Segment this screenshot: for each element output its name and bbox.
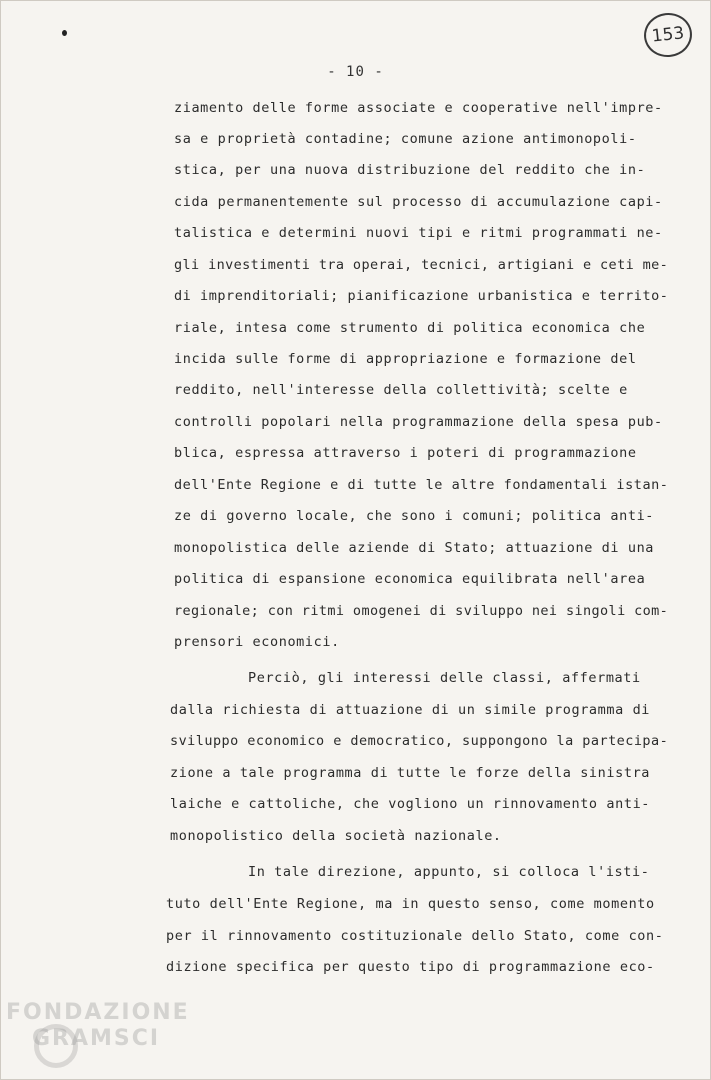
archive-watermark xyxy=(6,1000,206,1052)
text-line: di imprenditoriali; pianificazione urbanistica e territo- xyxy=(174,288,669,304)
text-line: dell'Ente Regione e di tutte le altre fondamentali istan- xyxy=(174,477,669,493)
text-line: riale, intesa come strumento di politica economica che xyxy=(174,320,646,336)
text-line: cida permanentemente sul processo di accumulazione capi- xyxy=(174,194,663,210)
page-number: - 10 - xyxy=(327,64,384,80)
text-line: Perciò, gli interessi delle classi, affermati xyxy=(248,670,641,686)
text-line: stica, per una nuova distribuzione del reddito che in- xyxy=(174,162,646,178)
text-line: reddito, nell'interesse della collettività; scelte e xyxy=(174,382,628,398)
text-line: ziamento delle forme associate e cooperative nell'impre- xyxy=(174,100,663,116)
text-line: blica, espressa attraverso i poteri di programmazione xyxy=(174,445,637,461)
archive-number-stamp: 153 xyxy=(642,11,694,60)
text-line: dalla richiesta di attuazione di un simile programma di xyxy=(170,702,651,718)
text-line: gli investimenti tra operai, tecnici, artigiani e ceti me- xyxy=(174,257,669,273)
text-line: dizione specifica per questo tipo di programmazione eco- xyxy=(166,959,655,975)
text-line: prensori economici. xyxy=(174,634,340,650)
watermark-logo-icon xyxy=(34,1024,78,1068)
text-line: regionale; con ritmi omogenei di sviluppo nei singoli com- xyxy=(174,603,669,619)
text-line: sa e proprietà contadine; comune azione antimonopoli- xyxy=(174,131,637,147)
text-line: controlli popolari nella programmazione della spesa pub- xyxy=(174,414,663,430)
ink-dot xyxy=(62,30,67,36)
text-line: In tale direzione, appunto, si colloca l'isti- xyxy=(248,864,650,880)
text-line: incida sulle forme di appropriazione e formazione del xyxy=(174,351,637,367)
text-line: talistica e determini nuovi tipi e ritmi programmati ne- xyxy=(174,225,663,241)
text-line: sviluppo economico e democratico, suppongono la partecipa- xyxy=(170,733,669,749)
watermark-line2: GRAMSCI xyxy=(32,1026,161,1051)
watermark-line1: FONDAZIONE xyxy=(6,1000,190,1025)
text-line: monopolistica delle aziende di Stato; attuazione di una xyxy=(174,540,655,556)
text-line: ze di governo locale, che sono i comuni; politica anti- xyxy=(174,508,655,524)
text-line: zione a tale programma di tutte le forze della sinistra xyxy=(170,765,651,781)
text-line: laiche e cattoliche, che vogliono un rinnovamento anti- xyxy=(170,796,651,812)
text-line: tuto dell'Ente Regione, ma in questo senso, come momento xyxy=(166,896,655,912)
text-line: per il rinnovamento costituzionale dello Stato, come con- xyxy=(166,928,664,944)
text-line: politica di espansione economica equilibrata nell'area xyxy=(174,571,646,587)
text-line: monopolistico della società nazionale. xyxy=(170,828,502,844)
